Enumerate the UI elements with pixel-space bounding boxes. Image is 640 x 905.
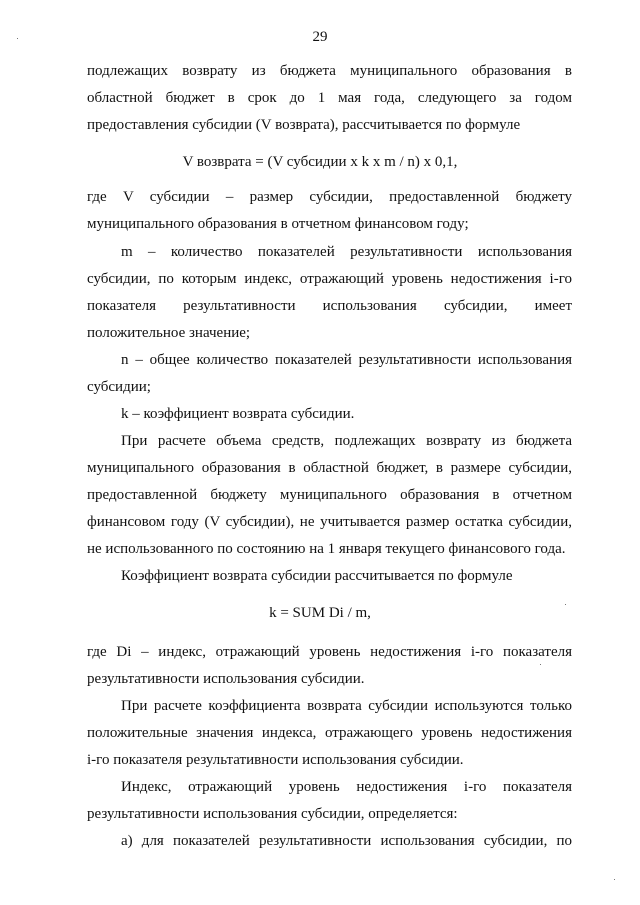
text-line: субсидии, по которым индекс, отражающий уровень недостижения i-го (87, 271, 572, 287)
scan-speck (540, 664, 541, 665)
text-line: i-го показателя результативности использования субсидии. (87, 752, 464, 768)
text-line: субсидии; (87, 379, 151, 395)
text-line: областной бюджет в срок до 1 мая года, следующего за годом (87, 90, 572, 106)
text-line: При расчете коэффициента возврата субсидии используются только (121, 698, 572, 714)
text-line: положительное значение; (87, 325, 251, 341)
scan-speck (565, 604, 566, 605)
text-line: финансовом году (V субсидии), не учитывается размер остатка субсидии, (87, 514, 572, 530)
text-line: где V субсидии – размер субсидии, предоставленной бюджету (87, 189, 572, 205)
scan-speck (17, 38, 18, 39)
text-line: положительные значения индекса, отражающего уровень недостижения (87, 725, 572, 741)
text-line: Коэффициент возврата субсидии рассчитывается по формуле (121, 568, 513, 584)
text-line: подлежащих возврату из бюджета муниципального образования в (87, 63, 572, 79)
text-line: m – количество показателей результативности использования (121, 244, 572, 260)
text-line: муниципального образования в отчетном финансовом году; (87, 216, 469, 232)
text-line: показателя результативности использования субсидии, имеет (87, 298, 572, 314)
formula-k-coefficient: k = SUM Di / m, (269, 605, 371, 621)
text-line: муниципального образования в областной бюджет, в размере субсидии, (87, 460, 572, 476)
text-line: n – общее количество показателей результативности использования (121, 352, 572, 368)
text-line: результативности использования субсидии. (87, 671, 365, 687)
text-line: предоставления субсидии (V возврата), рассчитывается по формуле (87, 117, 521, 133)
text-line: результативности использования субсидии, определяется: (87, 806, 458, 822)
text-line: предоставленной бюджету муниципального образования в отчетном (87, 487, 572, 503)
text-line: а) для показателей результативности использования субсидии, по (121, 833, 572, 849)
text-line: где Di – индекс, отражающий уровень недостижения i-го показателя (87, 644, 572, 660)
formula-v-return: V возврата = (V субсидии x k x m / n) x 0,1, (182, 154, 458, 170)
text-line: k – коэффициент возврата субсидии. (121, 406, 355, 422)
text-line: При расчете объема средств, подлежащих возврату из бюджета (121, 433, 572, 449)
text-line: не использованного по состоянию на 1 января текущего финансового года. (87, 541, 566, 557)
page-number: 29 (312, 29, 328, 45)
text-line: Индекс, отражающий уровень недостижения i-го показателя (121, 779, 572, 795)
scan-speck (614, 879, 615, 880)
